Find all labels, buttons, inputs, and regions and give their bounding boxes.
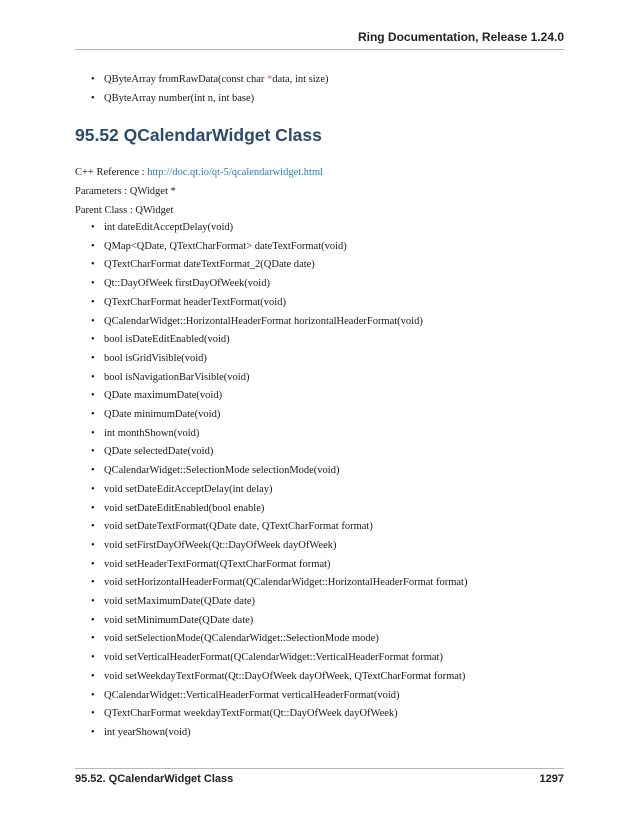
- list-item: [89, 71, 329, 90]
- list-item: • bool isNavigationBarVisible(void): [89, 369, 467, 388]
- list-item: • void setWeekdayTextFormat(Qt::DayOfWeek dayOfWeek, QTextCharFormat format): [89, 668, 467, 687]
- list-item: • int yearShown(void): [89, 724, 467, 743]
- list-item: • void setFirstDayOfWeek(Qt::DayOfWeek dayOfWeek): [89, 537, 467, 556]
- list-item: • void setDateEditAcceptDelay(int delay): [89, 481, 467, 500]
- list-item: • void setMinimumDate(QDate date): [89, 612, 467, 631]
- footer-divider: [75, 768, 564, 769]
- method-text: data, int size): [272, 74, 329, 85]
- list-item: • void setDateEditEnabled(bool enable): [89, 500, 467, 519]
- cpp-reference-label: C++ Reference :: [75, 167, 148, 178]
- list-item: • void setMaximumDate(QDate date): [89, 593, 467, 612]
- list-item: • void setHorizontalHeaderFormat(QCalendarWidget::HorizontalHeaderFormat format): [89, 574, 467, 593]
- previous-methods-list: [89, 71, 329, 108]
- list-item: • void setHeaderTextFormat(QTextCharFormat format): [89, 556, 467, 575]
- list-item: • QCalendarWidget::HorizontalHeaderFormat horizontalHeaderFormat(void): [89, 313, 467, 332]
- list-item: • void setSelectionMode(QCalendarWidget::SelectionMode mode): [89, 630, 467, 649]
- list-item: • Qt::DayOfWeek firstDayOfWeek(void): [89, 275, 467, 294]
- cpp-reference-line: [75, 163, 323, 182]
- page-header: Ring Documentation, Release 1.24.0: [357, 30, 564, 44]
- header-divider: [75, 49, 564, 50]
- list-item: • QDate selectedDate(void): [89, 443, 467, 462]
- list-item: • QTextCharFormat dateTextFormat_2(QDate date): [89, 256, 467, 275]
- list-item: • bool isDateEditEnabled(void): [89, 331, 467, 350]
- list-item: • bool isGridVisible(void): [89, 350, 467, 369]
- class-meta: [75, 163, 323, 220]
- list-item: • QDate maximumDate(void): [89, 387, 467, 406]
- methods-list: [89, 219, 467, 743]
- page-number: 1297: [539, 773, 564, 785]
- method-text: QByteArray fromRawData(const char: [104, 74, 267, 85]
- list-item: • QCalendarWidget::VerticalHeaderFormat verticalHeaderFormat(void): [89, 687, 467, 706]
- list-item: • void setVerticalHeaderFormat(QCalendarWidget::VerticalHeaderFormat format): [89, 649, 467, 668]
- cpp-reference-link[interactable]: http://doc.qt.io/qt-5/qcalendarwidget.html: [147, 167, 324, 178]
- list-item: • QMap<QDate, QTextCharFormat> dateTextFormat(void): [89, 238, 467, 257]
- parent-class-line: Parent Class : QWidget: [75, 205, 174, 216]
- list-item: • QTextCharFormat weekdayTextFormat(Qt::DayOfWeek dayOfWeek): [89, 705, 467, 724]
- parameters-line: Parameters : QWidget *: [75, 186, 176, 197]
- list-item: • int monthShown(void): [89, 425, 467, 444]
- list-item: • QDate minimumDate(void): [89, 406, 467, 425]
- footer-section: 95.52. QCalendarWidget Class: [75, 773, 234, 785]
- section-title: 95.52 QCalendarWidget Class: [75, 125, 322, 145]
- pointer-asterisk: *: [266, 74, 273, 85]
- list-item: • QCalendarWidget::SelectionMode selectionMode(void): [89, 462, 467, 481]
- list-item: • QTextCharFormat headerTextFormat(void): [89, 294, 467, 313]
- list-item: • QByteArray number(int n, int base): [89, 90, 329, 109]
- list-item: • void setDateTextFormat(QDate date, QTextCharFormat format): [89, 518, 467, 537]
- list-item: • int dateEditAcceptDelay(void): [89, 219, 467, 238]
